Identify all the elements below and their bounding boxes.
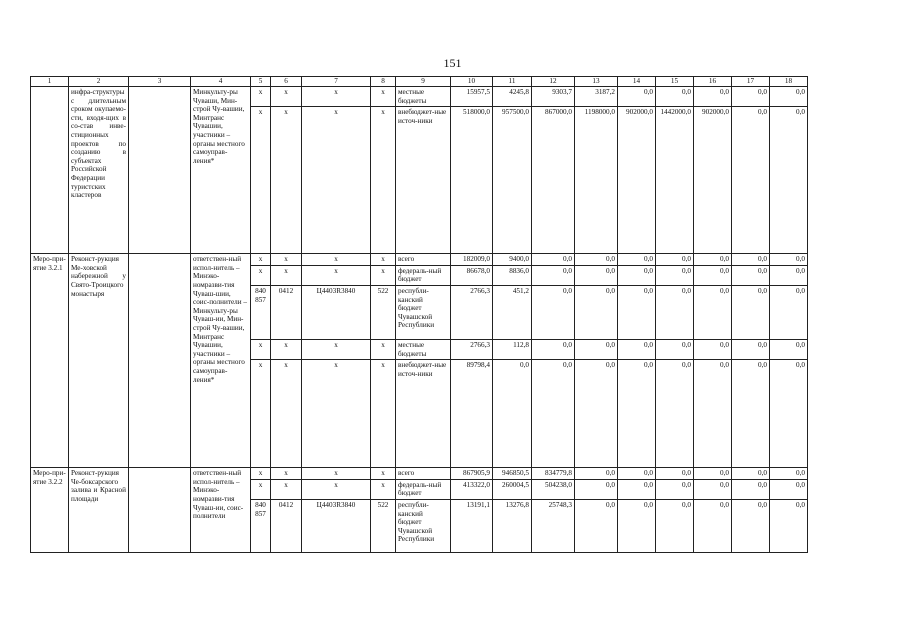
amount-cell: 0,0 — [575, 285, 618, 339]
amount-cell: 0,0 — [770, 468, 808, 480]
expense-type-cell: x — [371, 254, 396, 266]
measure-id-cell — [31, 87, 69, 254]
amount-cell: 86678,0 — [451, 265, 493, 285]
responsible-cell — [129, 468, 191, 553]
amount-cell: 0,0 — [770, 479, 808, 499]
section-code-cell: x — [271, 254, 302, 266]
amount-cell: 0,0 — [532, 285, 575, 339]
column-number: 2 — [69, 77, 129, 87]
amount-cell: 0,0 — [770, 254, 808, 266]
target-article-cell: Ц4403R3840 — [302, 499, 371, 552]
amount-cell: 0,0 — [575, 254, 618, 266]
amount-cell: 1442000,0 — [656, 107, 694, 254]
column-number: 15 — [656, 77, 694, 87]
amount-cell: 957500,0 — [493, 107, 532, 254]
grbs-code-cell: x — [251, 107, 271, 254]
section-code-cell: x — [271, 265, 302, 285]
amount-cell: 0,0 — [532, 265, 575, 285]
column-number-row — [31, 77, 808, 87]
amount-cell: 0,0 — [732, 499, 770, 552]
measure-id-cell: Меро-при-ятие 3.2.1 — [31, 254, 69, 468]
target-article-cell: x — [302, 87, 371, 107]
expense-type-cell: x — [371, 468, 396, 480]
amount-cell: 0,0 — [618, 265, 656, 285]
executors-cell: Минкульту-ры Чуваши, Мин-строй Чу-вашии, Минтранс Чувашии, участники – органы местного самоуправ-ления* — [191, 87, 251, 254]
table-row — [31, 254, 808, 266]
section-code-cell: x — [271, 468, 302, 480]
grbs-code-cell: 840 857 — [251, 285, 271, 339]
amount-cell: 0,0 — [618, 468, 656, 480]
target-article-cell: x — [302, 360, 371, 468]
amount-cell: 902000,0 — [694, 107, 732, 254]
funding-source-cell: федераль-ный бюджет — [396, 479, 451, 499]
column-number: 10 — [451, 77, 493, 87]
table-row — [31, 468, 808, 480]
amount-cell: 946850,5 — [493, 468, 532, 480]
executors-cell: ответствен-ный испол-нитель – Минэко-номразви-тия Чуваш-шии, соис-полнители – Минкульту-ры Чуваш-ии, Мин-строй Чу-вашии, Минтранс Чувашии, участники – органы местного самоуправ-ления* — [191, 254, 251, 468]
amount-cell: 0,0 — [618, 339, 656, 359]
amount-cell: 0,0 — [656, 479, 694, 499]
expense-type-cell: x — [371, 360, 396, 468]
grbs-code-cell: x — [251, 468, 271, 480]
column-number: 3 — [129, 77, 191, 87]
amount-cell: 9303,7 — [532, 87, 575, 107]
table-row — [31, 87, 808, 107]
amount-cell: 0,0 — [732, 87, 770, 107]
measure-name-cell: Реконст-рукция Ме-ховской набережной у Свято-Троицкого монастыря — [69, 254, 129, 468]
grbs-code-cell: x — [251, 479, 271, 499]
amount-cell: 0,0 — [694, 285, 732, 339]
amount-cell: 0,0 — [694, 339, 732, 359]
column-number: 18 — [770, 77, 808, 87]
funding-source-cell: местные бюджеты — [396, 87, 451, 107]
amount-cell: 0,0 — [532, 339, 575, 359]
amount-cell: 0,0 — [532, 360, 575, 468]
measure-name-cell: инфра-структуры с длительным сроком окупаемо-сти, входя-щих в со-став инве-стиционных проектов по созданию в субъектах Российской Федерации туристских кластеров — [69, 87, 129, 254]
amount-cell: 0,0 — [770, 360, 808, 468]
amount-cell: 182009,0 — [451, 254, 493, 266]
measure-name-cell: Реконст-рукция Че-боксарского залива и Красной площади — [69, 468, 129, 553]
budget-table — [30, 76, 808, 553]
amount-cell: 0,0 — [656, 468, 694, 480]
column-number: 11 — [493, 77, 532, 87]
amount-cell: 902000,0 — [618, 107, 656, 254]
grbs-code-cell: x — [251, 265, 271, 285]
amount-cell: 15957,5 — [451, 87, 493, 107]
funding-source-cell: всего — [396, 468, 451, 480]
amount-cell: 0,0 — [656, 87, 694, 107]
column-number: 4 — [191, 77, 251, 87]
expense-type-cell: 522 — [371, 499, 396, 552]
amount-cell: 0,0 — [732, 265, 770, 285]
funding-source-cell: внебюджет-ные источ-ники — [396, 360, 451, 468]
funding-source-cell: всего — [396, 254, 451, 266]
amount-cell: 3187,2 — [575, 87, 618, 107]
amount-cell: 9400,0 — [493, 254, 532, 266]
grbs-code-cell: 840 857 — [251, 499, 271, 552]
amount-cell: 504238,0 — [532, 479, 575, 499]
column-number: 17 — [732, 77, 770, 87]
amount-cell: 0,0 — [656, 360, 694, 468]
target-article-cell: x — [302, 254, 371, 266]
amount-cell: 0,0 — [618, 87, 656, 107]
amount-cell: 13276,8 — [493, 499, 532, 552]
funding-source-cell: внебюджет-ные источ-ники — [396, 107, 451, 254]
grbs-code-cell: x — [251, 339, 271, 359]
amount-cell: 0,0 — [575, 479, 618, 499]
amount-cell: 0,0 — [770, 499, 808, 552]
column-number: 8 — [371, 77, 396, 87]
amount-cell: 0,0 — [694, 479, 732, 499]
grbs-code-cell: x — [251, 254, 271, 266]
expense-type-cell: x — [371, 107, 396, 254]
amount-cell: 0,0 — [770, 87, 808, 107]
funding-source-cell: федераль-ный бюджет — [396, 265, 451, 285]
amount-cell: 518000,0 — [451, 107, 493, 254]
amount-cell: 0,0 — [732, 479, 770, 499]
expense-type-cell: x — [371, 87, 396, 107]
target-article-cell: x — [302, 468, 371, 480]
grbs-code-cell: x — [251, 360, 271, 468]
amount-cell: 0,0 — [618, 479, 656, 499]
target-article-cell: x — [302, 479, 371, 499]
column-number: 9 — [396, 77, 451, 87]
amount-cell: 0,0 — [575, 265, 618, 285]
expense-type-cell: x — [371, 339, 396, 359]
executors-cell: ответствен-ный испол-нитель – Минэко-номразви-тия Чуваш-ии, соис-полнители — [191, 468, 251, 553]
amount-cell: 0,0 — [694, 468, 732, 480]
funding-source-cell: республи-канский бюджет Чувашской Республики — [396, 285, 451, 339]
target-article-cell: x — [302, 107, 371, 254]
amount-cell: 834779,8 — [532, 468, 575, 480]
target-article-cell: x — [302, 265, 371, 285]
amount-cell: 0,0 — [618, 254, 656, 266]
column-number: 1 — [31, 77, 69, 87]
section-code-cell: x — [271, 360, 302, 468]
amount-cell: 0,0 — [575, 468, 618, 480]
amount-cell: 89798,4 — [451, 360, 493, 468]
amount-cell: 0,0 — [656, 254, 694, 266]
responsible-cell — [129, 254, 191, 468]
amount-cell: 0,0 — [694, 254, 732, 266]
amount-cell: 0,0 — [694, 360, 732, 468]
amount-cell: 0,0 — [575, 339, 618, 359]
column-number: 12 — [532, 77, 575, 87]
amount-cell: 0,0 — [656, 285, 694, 339]
amount-cell: 0,0 — [770, 285, 808, 339]
amount-cell: 0,0 — [656, 265, 694, 285]
amount-cell: 25748,3 — [532, 499, 575, 552]
amount-cell: 8836,0 — [493, 265, 532, 285]
section-code-cell: x — [271, 107, 302, 254]
amount-cell: 0,0 — [732, 254, 770, 266]
section-code-cell: 0412 — [271, 285, 302, 339]
section-code-cell: x — [271, 339, 302, 359]
amount-cell: 0,0 — [694, 87, 732, 107]
grbs-code-cell: x — [251, 87, 271, 107]
amount-cell: 0,0 — [732, 360, 770, 468]
amount-cell: 0,0 — [532, 254, 575, 266]
amount-cell: 1198000,0 — [575, 107, 618, 254]
column-number: 16 — [694, 77, 732, 87]
section-code-cell: x — [271, 479, 302, 499]
amount-cell: 0,0 — [656, 499, 694, 552]
amount-cell: 2766,3 — [451, 339, 493, 359]
column-number: 14 — [618, 77, 656, 87]
amount-cell: 0,0 — [618, 360, 656, 468]
amount-cell: 2766,3 — [451, 285, 493, 339]
expense-type-cell: 522 — [371, 285, 396, 339]
measure-id-cell: Меро-при-ятие 3.2.2 — [31, 468, 69, 553]
amount-cell: 451,2 — [493, 285, 532, 339]
amount-cell: 413322,0 — [451, 479, 493, 499]
amount-cell: 867905,9 — [451, 468, 493, 480]
expense-type-cell: x — [371, 265, 396, 285]
amount-cell: 0,0 — [493, 360, 532, 468]
column-number: 5 — [251, 77, 271, 87]
amount-cell: 4245,8 — [493, 87, 532, 107]
amount-cell: 0,0 — [694, 265, 732, 285]
amount-cell: 13191,1 — [451, 499, 493, 552]
amount-cell: 0,0 — [770, 107, 808, 254]
amount-cell: 0,0 — [575, 499, 618, 552]
amount-cell: 0,0 — [732, 468, 770, 480]
responsible-cell — [129, 87, 191, 254]
amount-cell: 0,0 — [732, 107, 770, 254]
target-article-cell: x — [302, 339, 371, 359]
amount-cell: 260004,5 — [493, 479, 532, 499]
section-code-cell: x — [271, 87, 302, 107]
amount-cell: 0,0 — [770, 265, 808, 285]
column-number: 6 — [271, 77, 302, 87]
page-number: 151 — [443, 56, 462, 70]
funding-source-cell: республи-канский бюджет Чувашской Республики — [396, 499, 451, 552]
expense-type-cell: x — [371, 479, 396, 499]
amount-cell: 0,0 — [732, 339, 770, 359]
target-article-cell: Ц4403R3840 — [302, 285, 371, 339]
amount-cell: 0,0 — [618, 499, 656, 552]
column-number: 7 — [302, 77, 371, 87]
section-code-cell: 0412 — [271, 499, 302, 552]
amount-cell: 0,0 — [732, 285, 770, 339]
funding-source-cell: местные бюджеты — [396, 339, 451, 359]
amount-cell: 0,0 — [770, 339, 808, 359]
amount-cell: 0,0 — [656, 339, 694, 359]
amount-cell: 112,8 — [493, 339, 532, 359]
amount-cell: 867000,0 — [532, 107, 575, 254]
amount-cell: 0,0 — [575, 360, 618, 468]
amount-cell: 0,0 — [618, 285, 656, 339]
amount-cell: 0,0 — [694, 499, 732, 552]
column-number: 13 — [575, 77, 618, 87]
